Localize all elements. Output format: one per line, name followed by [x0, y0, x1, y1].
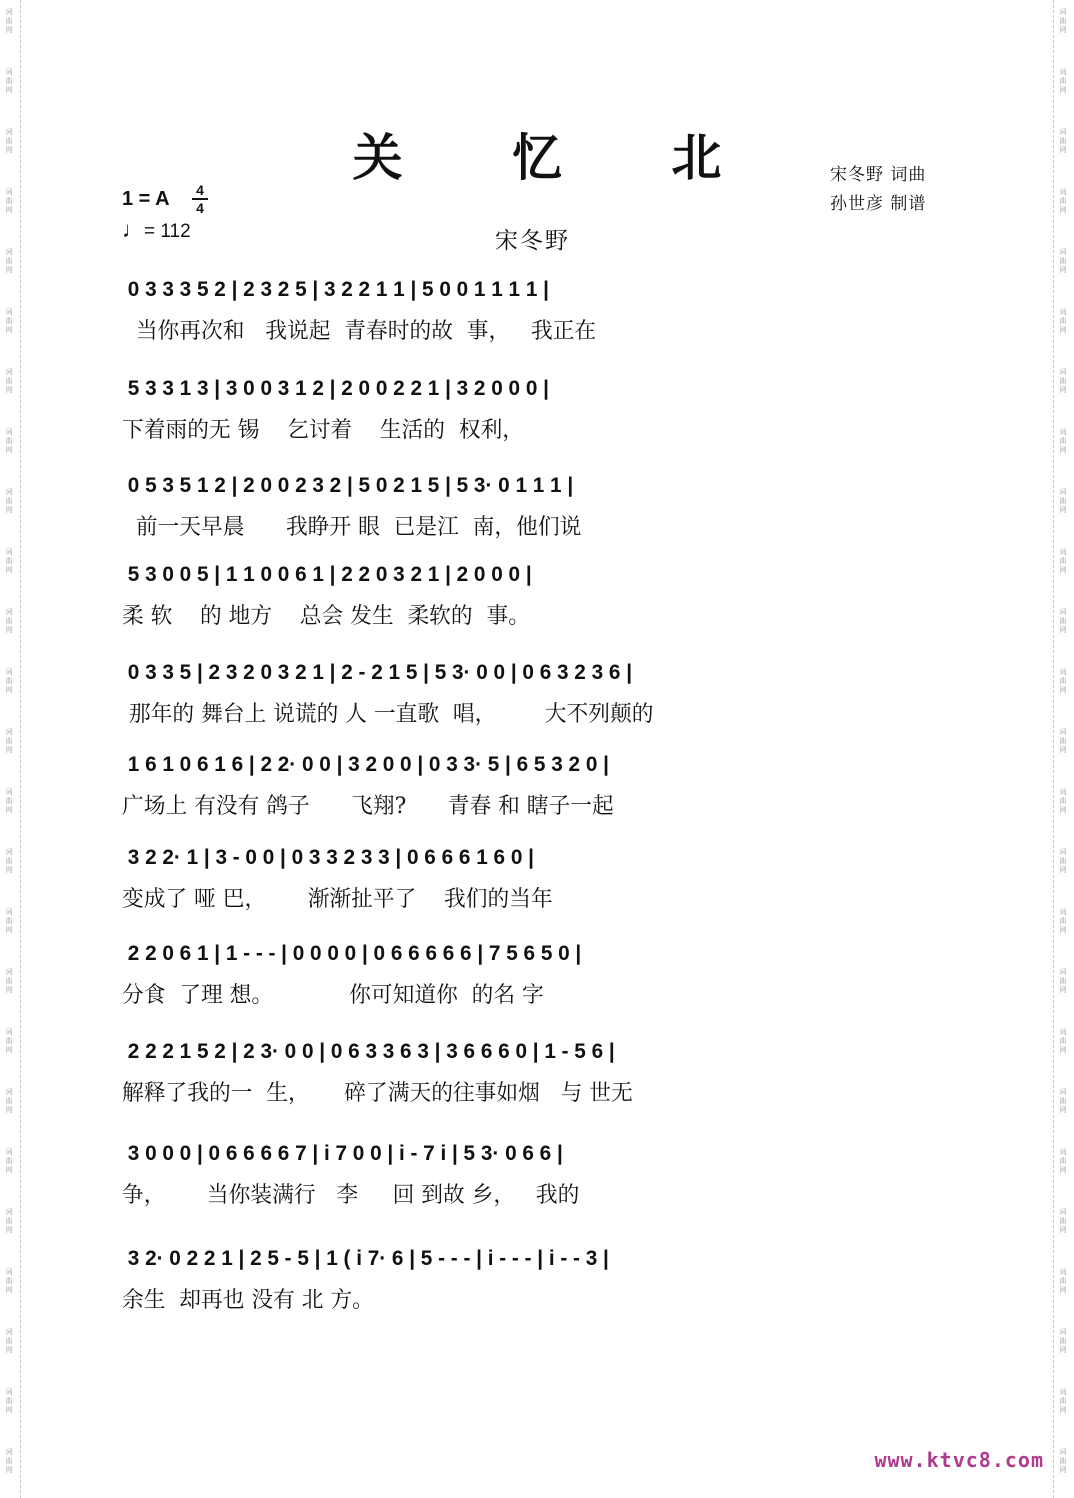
watermark-tile: 词 曲 网	[5, 788, 13, 814]
watermark-tile: 词 曲 网	[5, 968, 13, 994]
notation-row: 2 2 0 6 1 | 1 - - - | 0 0 0 0 | 0 6 6 6 6 6 | 7 5 6 5 0 |	[122, 942, 582, 965]
time-signature	[190, 183, 210, 215]
watermark-tile: 词 曲 网	[1059, 308, 1067, 334]
watermark-tile: 词 曲 网	[5, 548, 13, 574]
watermark-tile: 词 曲 网	[1059, 1448, 1067, 1474]
quarter-note-icon: ♩	[122, 217, 144, 242]
lyrics-row: 前一天早晨 我睁开 眼 已是江 南，他们说	[122, 515, 582, 540]
tempo-marking	[122, 217, 191, 243]
song-title: 关 忆 北	[352, 128, 768, 187]
watermark-tile: 词 曲 网	[1059, 128, 1067, 154]
singer-name: 宋冬野	[495, 228, 570, 254]
watermark-tile: 词 曲 网	[1059, 668, 1067, 694]
watermark-tile: 词 曲 网	[1059, 428, 1067, 454]
notation-row: 5 3 0 0 5 | 1 1 0 0 6 1 | 2 2 0 3 2 1 | 2 0 0 0 |	[122, 563, 532, 586]
notation-row: 0 3 3 5 | 2 3 2 0 3 2 1 | 2 - 2 1 5 | 5 3· 0 0 | 0 6 3 2 3 6 |	[122, 661, 633, 684]
notation-row: 3 2 2· 1 | 3 - 0 0 | 0 3 3 2 3 3 | 0 6 6 6 1 6 0 |	[122, 846, 534, 869]
watermark-tile: 词 曲 网	[5, 608, 13, 634]
watermark-tile: 词 曲 网	[1059, 548, 1067, 574]
watermark-tile: 词 曲 网	[1059, 908, 1067, 934]
watermark-tile: 词 曲 网	[1059, 68, 1067, 94]
watermark-tile: 词 曲 网	[1059, 608, 1067, 634]
lyrics-row: 余生 却再也 没有 北 方。	[122, 1288, 374, 1313]
watermark-tile: 词 曲 网	[5, 1388, 13, 1414]
left-watermark-strip	[0, 0, 21, 1498]
watermark-tile: 词 曲 网	[5, 1148, 13, 1174]
watermark-tile: 词 曲 网	[1059, 248, 1067, 274]
watermark-tile: 词 曲 网	[1059, 1328, 1067, 1354]
watermark-tile: 词 曲 网	[1059, 8, 1067, 34]
watermark-tile: 词 曲 网	[5, 1208, 13, 1234]
watermark-tile: 词 曲 网	[5, 128, 13, 154]
watermark-tile: 词 曲 网	[1059, 728, 1067, 754]
watermark-tile: 词 曲 网	[1059, 1028, 1067, 1054]
right-watermark-strip	[1053, 0, 1074, 1498]
watermark-tile: 词 曲 网	[1059, 848, 1067, 874]
key-signature: 1 = A	[122, 188, 170, 210]
lyricist-composer-credit: 宋冬野 词曲	[830, 165, 927, 185]
lyrics-row: 柔 软 的 地方 总会 发生 柔软的 事。	[122, 604, 530, 629]
notation-row: 5 3 3 1 3 | 3 0 0 3 1 2 | 2 0 0 2 2 1 | 3 2 0 0 0 |	[122, 377, 549, 400]
watermark-tile: 词 曲 网	[1059, 188, 1067, 214]
watermark-tile: 词 曲 网	[5, 1268, 13, 1294]
watermark-tile: 词 曲 网	[5, 8, 13, 34]
watermark-tile: 词 曲 网	[1059, 1268, 1067, 1294]
lyrics-row: 当你再次和 我说起 青春时的故 事， 我正在	[122, 319, 597, 344]
watermark-tile: 词 曲 网	[1059, 968, 1067, 994]
transcriber-credit: 孙世彦 制谱	[830, 194, 927, 214]
notation-row: 3 0 0 0 | 0 6 6 6 6 7 | i 7 0 0 | i - 7 i | 5 3· 0 6 6 |	[122, 1142, 563, 1165]
watermark-tile: 词 曲 网	[5, 1028, 13, 1054]
watermark-tile: 词 曲 网	[5, 1328, 13, 1354]
lyrics-row: 变成了 哑 巴， 渐渐扯平了 我们的当年	[122, 887, 553, 912]
watermark-tile: 词 曲 网	[1059, 488, 1067, 514]
watermark-tile: 词 曲 网	[1059, 1388, 1067, 1414]
watermark-tile: 词 曲 网	[5, 68, 13, 94]
notation-row: 1 6 1 0 6 1 6 | 2 2· 0 0 | 3 2 0 0 | 0 3 3· 5 | 6 5 3 2 0 |	[122, 753, 609, 776]
watermark-tile: 词 曲 网	[5, 728, 13, 754]
watermark-tile: 词 曲 网	[5, 428, 13, 454]
notation-row: 3 2· 0 2 2 1 | 2 5 - 5 | 1 ( i 7· 6 | 5 - - - | i - - - | i - - 3 |	[122, 1247, 609, 1270]
notation-row: 2 2 2 1 5 2 | 2 3· 0 0 | 0 6 3 3 6 3 | 3 6 6 6 0 | 1 - 5 6 |	[122, 1040, 615, 1063]
watermark-tile: 词 曲 网	[5, 668, 13, 694]
lyrics-row: 广场上 有没有 鸽子 飞翔? 青春 和 瞎子一起	[122, 794, 614, 819]
watermark-tile: 词 曲 网	[5, 908, 13, 934]
watermark-tile: 词 曲 网	[5, 848, 13, 874]
watermark-tile: 词 曲 网	[5, 308, 13, 334]
time-signature-bottom: 4	[196, 200, 204, 216]
watermark-tile: 词 曲 网	[5, 368, 13, 394]
notation-row: 0 3 3 3 5 2 | 2 3 2 5 | 3 2 2 1 1 | 5 0 0 1 1 1 1 |	[122, 278, 549, 301]
time-signature-top: 4	[196, 182, 204, 198]
watermark-tile: 词 曲 网	[1059, 1088, 1067, 1114]
lyrics-row: 下着雨的无 锡 乞讨着 生活的 权利，	[122, 418, 525, 443]
watermark-tile: 词 曲 网	[5, 248, 13, 274]
lyrics-row: 那年的 舞台上 说谎的 人 一直歌 唱， 大不列颠的	[122, 702, 654, 727]
watermark-tile: 词 曲 网	[1059, 368, 1067, 394]
lyrics-row: 争， 当你装满行 李 回 到故 乡， 我的	[122, 1183, 580, 1208]
watermark-tile: 词 曲 网	[1059, 788, 1067, 814]
watermark-tile: 词 曲 网	[5, 1448, 13, 1474]
lyrics-row: 解释了我的一 生， 碎了满天的往事如烟 与 世无	[122, 1081, 633, 1106]
tempo-value: = 112	[144, 221, 191, 242]
lyrics-row: 分食 了理 想。 你可知道你 的名 字	[122, 983, 544, 1008]
watermark-tile: 词 曲 网	[5, 488, 13, 514]
watermark-tile: 词 曲 网	[1059, 1148, 1067, 1174]
watermark-tile: 词 曲 网	[5, 1088, 13, 1114]
website-logo: www.ktvc8.com	[874, 1448, 1044, 1472]
watermark-tile: 词 曲 网	[5, 188, 13, 214]
watermark-tile: 词 曲 网	[1059, 1208, 1067, 1234]
notation-row: 0 5 3 5 1 2 | 2 0 0 2 3 2 | 5 0 2 1 5 | 5 3· 0 1 1 1 |	[122, 474, 574, 497]
